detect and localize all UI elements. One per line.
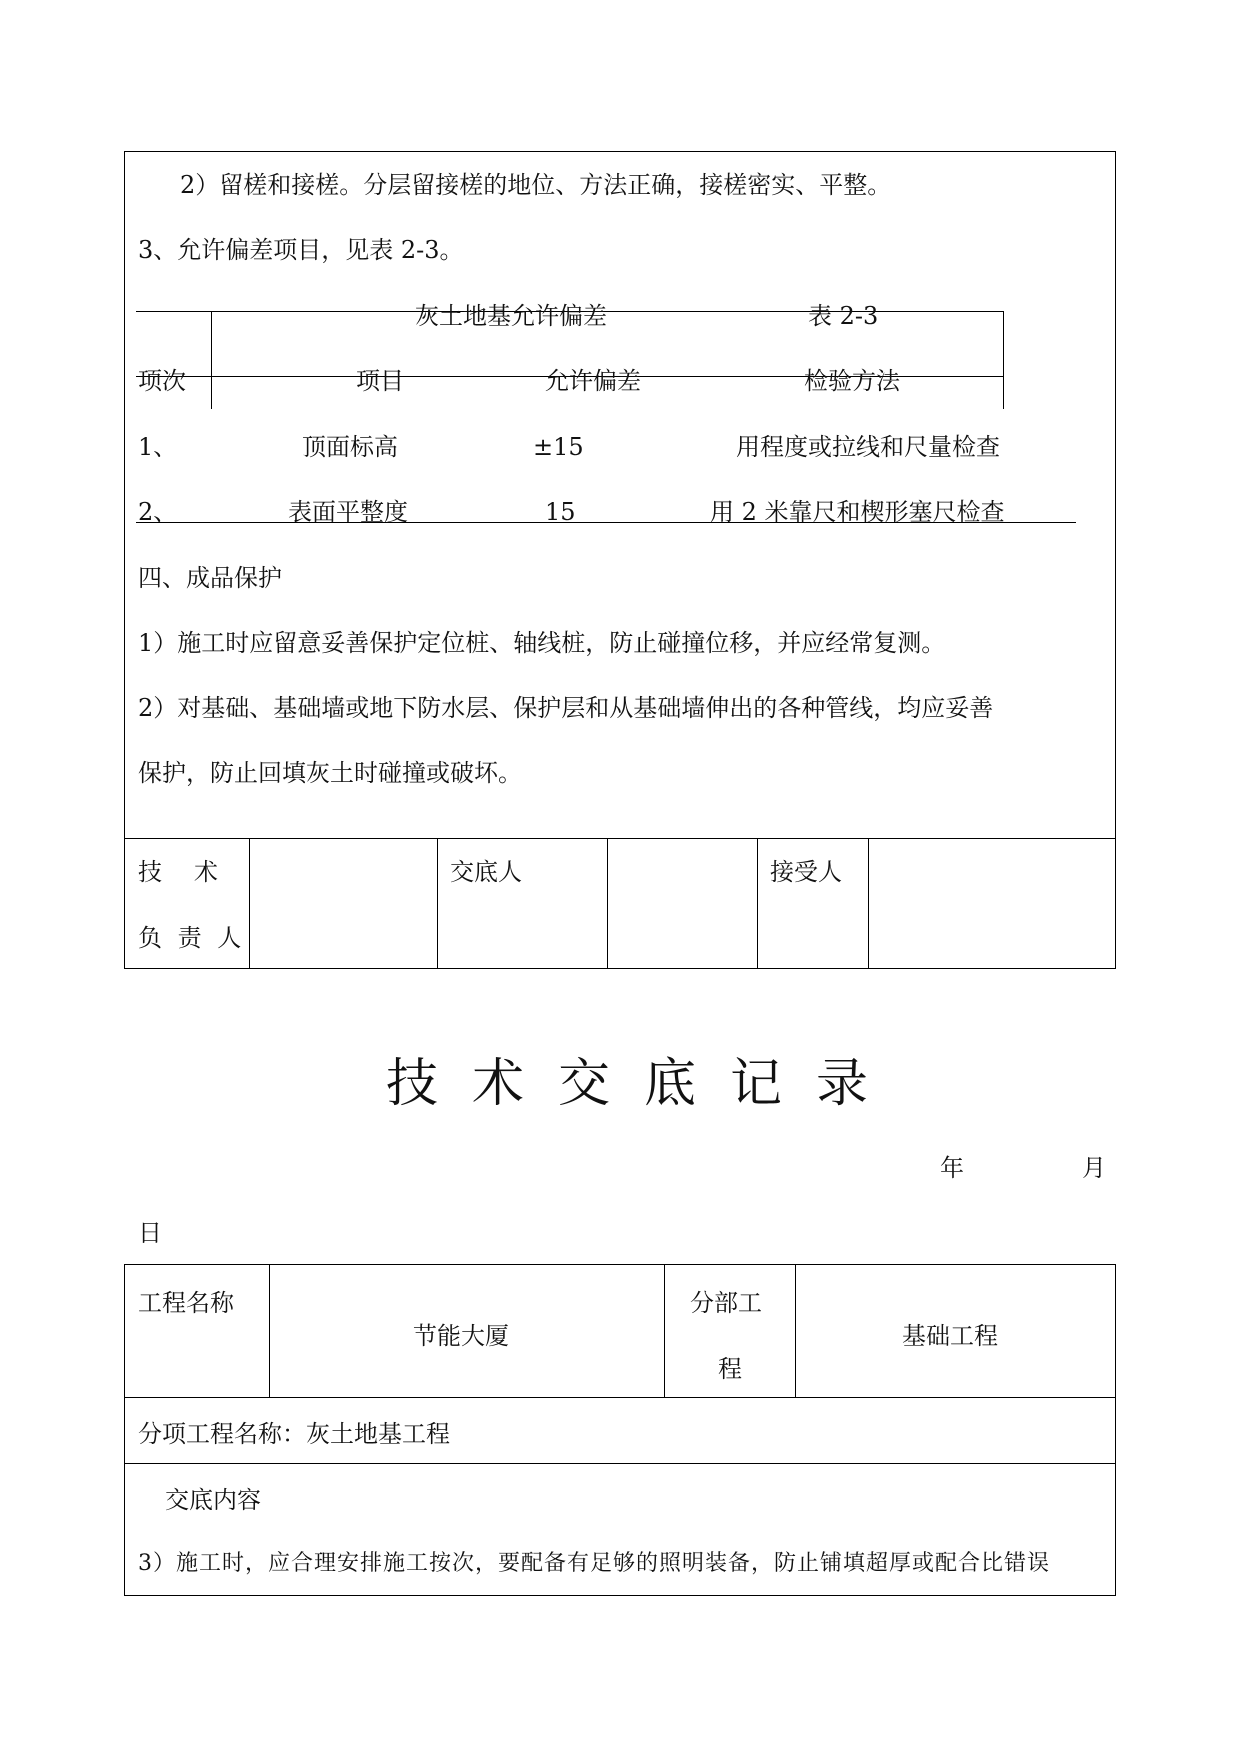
protection-paragraph-2a: 2）对基础、基础墙或地下防水层、保护层和从基础墙伸出的各种管线，均应妥善	[138, 694, 994, 722]
record-row1-bottom	[124, 1397, 1116, 1398]
protection-paragraph-1: 1）施工时应留意妥善保护定位桩、轴线桩，防止碰撞位移，并应经常复测。	[138, 629, 946, 657]
header-tolerance: 允许偏差	[545, 367, 641, 395]
lc-paragraph: 2）留槎和接槎。分层留接槎的地位、方法正确，接槎密实、平整。	[180, 171, 892, 199]
row1-tolerance: ±15	[533, 433, 584, 461]
row1-method: 用程度或拉线和尺量检查	[736, 433, 1000, 461]
record-row2-bottom	[124, 1463, 1116, 1464]
sig-divider-4	[757, 838, 758, 968]
date-day: 日	[138, 1219, 162, 1247]
table-right-rule	[1003, 311, 1004, 409]
content-line: 3）施工时，应合理安排施工按次，要配备有足够的照明装备，防止铺填超厚或配合比错误	[138, 1551, 1051, 1576]
project-name-value: 节能大厦	[413, 1322, 509, 1350]
upper-content-box	[124, 151, 1116, 969]
presenter-label: 交底人	[450, 858, 522, 886]
table-number: 表 2-3	[808, 302, 879, 330]
sig-divider-2	[437, 838, 438, 968]
sig-divider-5	[868, 838, 869, 968]
protection-heading: 四、成品保护	[138, 564, 282, 592]
record-col-divider-2	[664, 1264, 665, 1397]
content-label: 交底内容	[165, 1486, 261, 1514]
signature-row-top-rule	[124, 838, 1116, 839]
record-col-divider-3	[795, 1264, 796, 1397]
tech-lead-label-2: 负 责 人	[138, 924, 246, 952]
table-left-rule	[211, 311, 212, 409]
division-label-1: 分部工	[690, 1289, 762, 1317]
tolerance-intro: 3、允许偏差项目，见表 2-3。	[138, 236, 464, 264]
division-value: 基础工程	[902, 1322, 998, 1350]
row2-no: 2、	[138, 498, 178, 526]
row2-tolerance: 15	[545, 498, 576, 526]
receiver-label: 接受人	[770, 858, 842, 886]
sig-divider-3	[607, 838, 608, 968]
header-no: 项次	[138, 367, 186, 395]
record-col-divider-1	[269, 1264, 270, 1397]
row1-no: 1、	[138, 433, 178, 461]
row2-method: 用 2 米靠尺和楔形塞尺检查	[710, 498, 1005, 526]
subitem-name: 分项工程名称：灰土地基工程	[138, 1420, 450, 1448]
protection-paragraph-2b: 保护，防止回填灰土时碰撞或破坏。	[138, 759, 522, 787]
project-name-label: 工程名称	[138, 1289, 234, 1317]
header-item: 项目	[356, 367, 404, 395]
date-month: 月	[1082, 1154, 1106, 1182]
header-method: 检验方法	[804, 367, 900, 395]
record-title: 技术交底记录	[386, 1054, 903, 1114]
content-line-clip	[125, 1540, 1115, 1580]
division-label-2: 程	[718, 1355, 742, 1383]
row2-item: 表面平整度	[288, 498, 408, 526]
row1-item: 顶面标高	[302, 433, 398, 461]
tech-lead-label-1: 技 术	[138, 858, 222, 886]
date-year: 年	[940, 1154, 964, 1182]
sig-divider-1	[249, 838, 250, 968]
table-caption: 灰土地基允许偏差	[415, 302, 607, 330]
